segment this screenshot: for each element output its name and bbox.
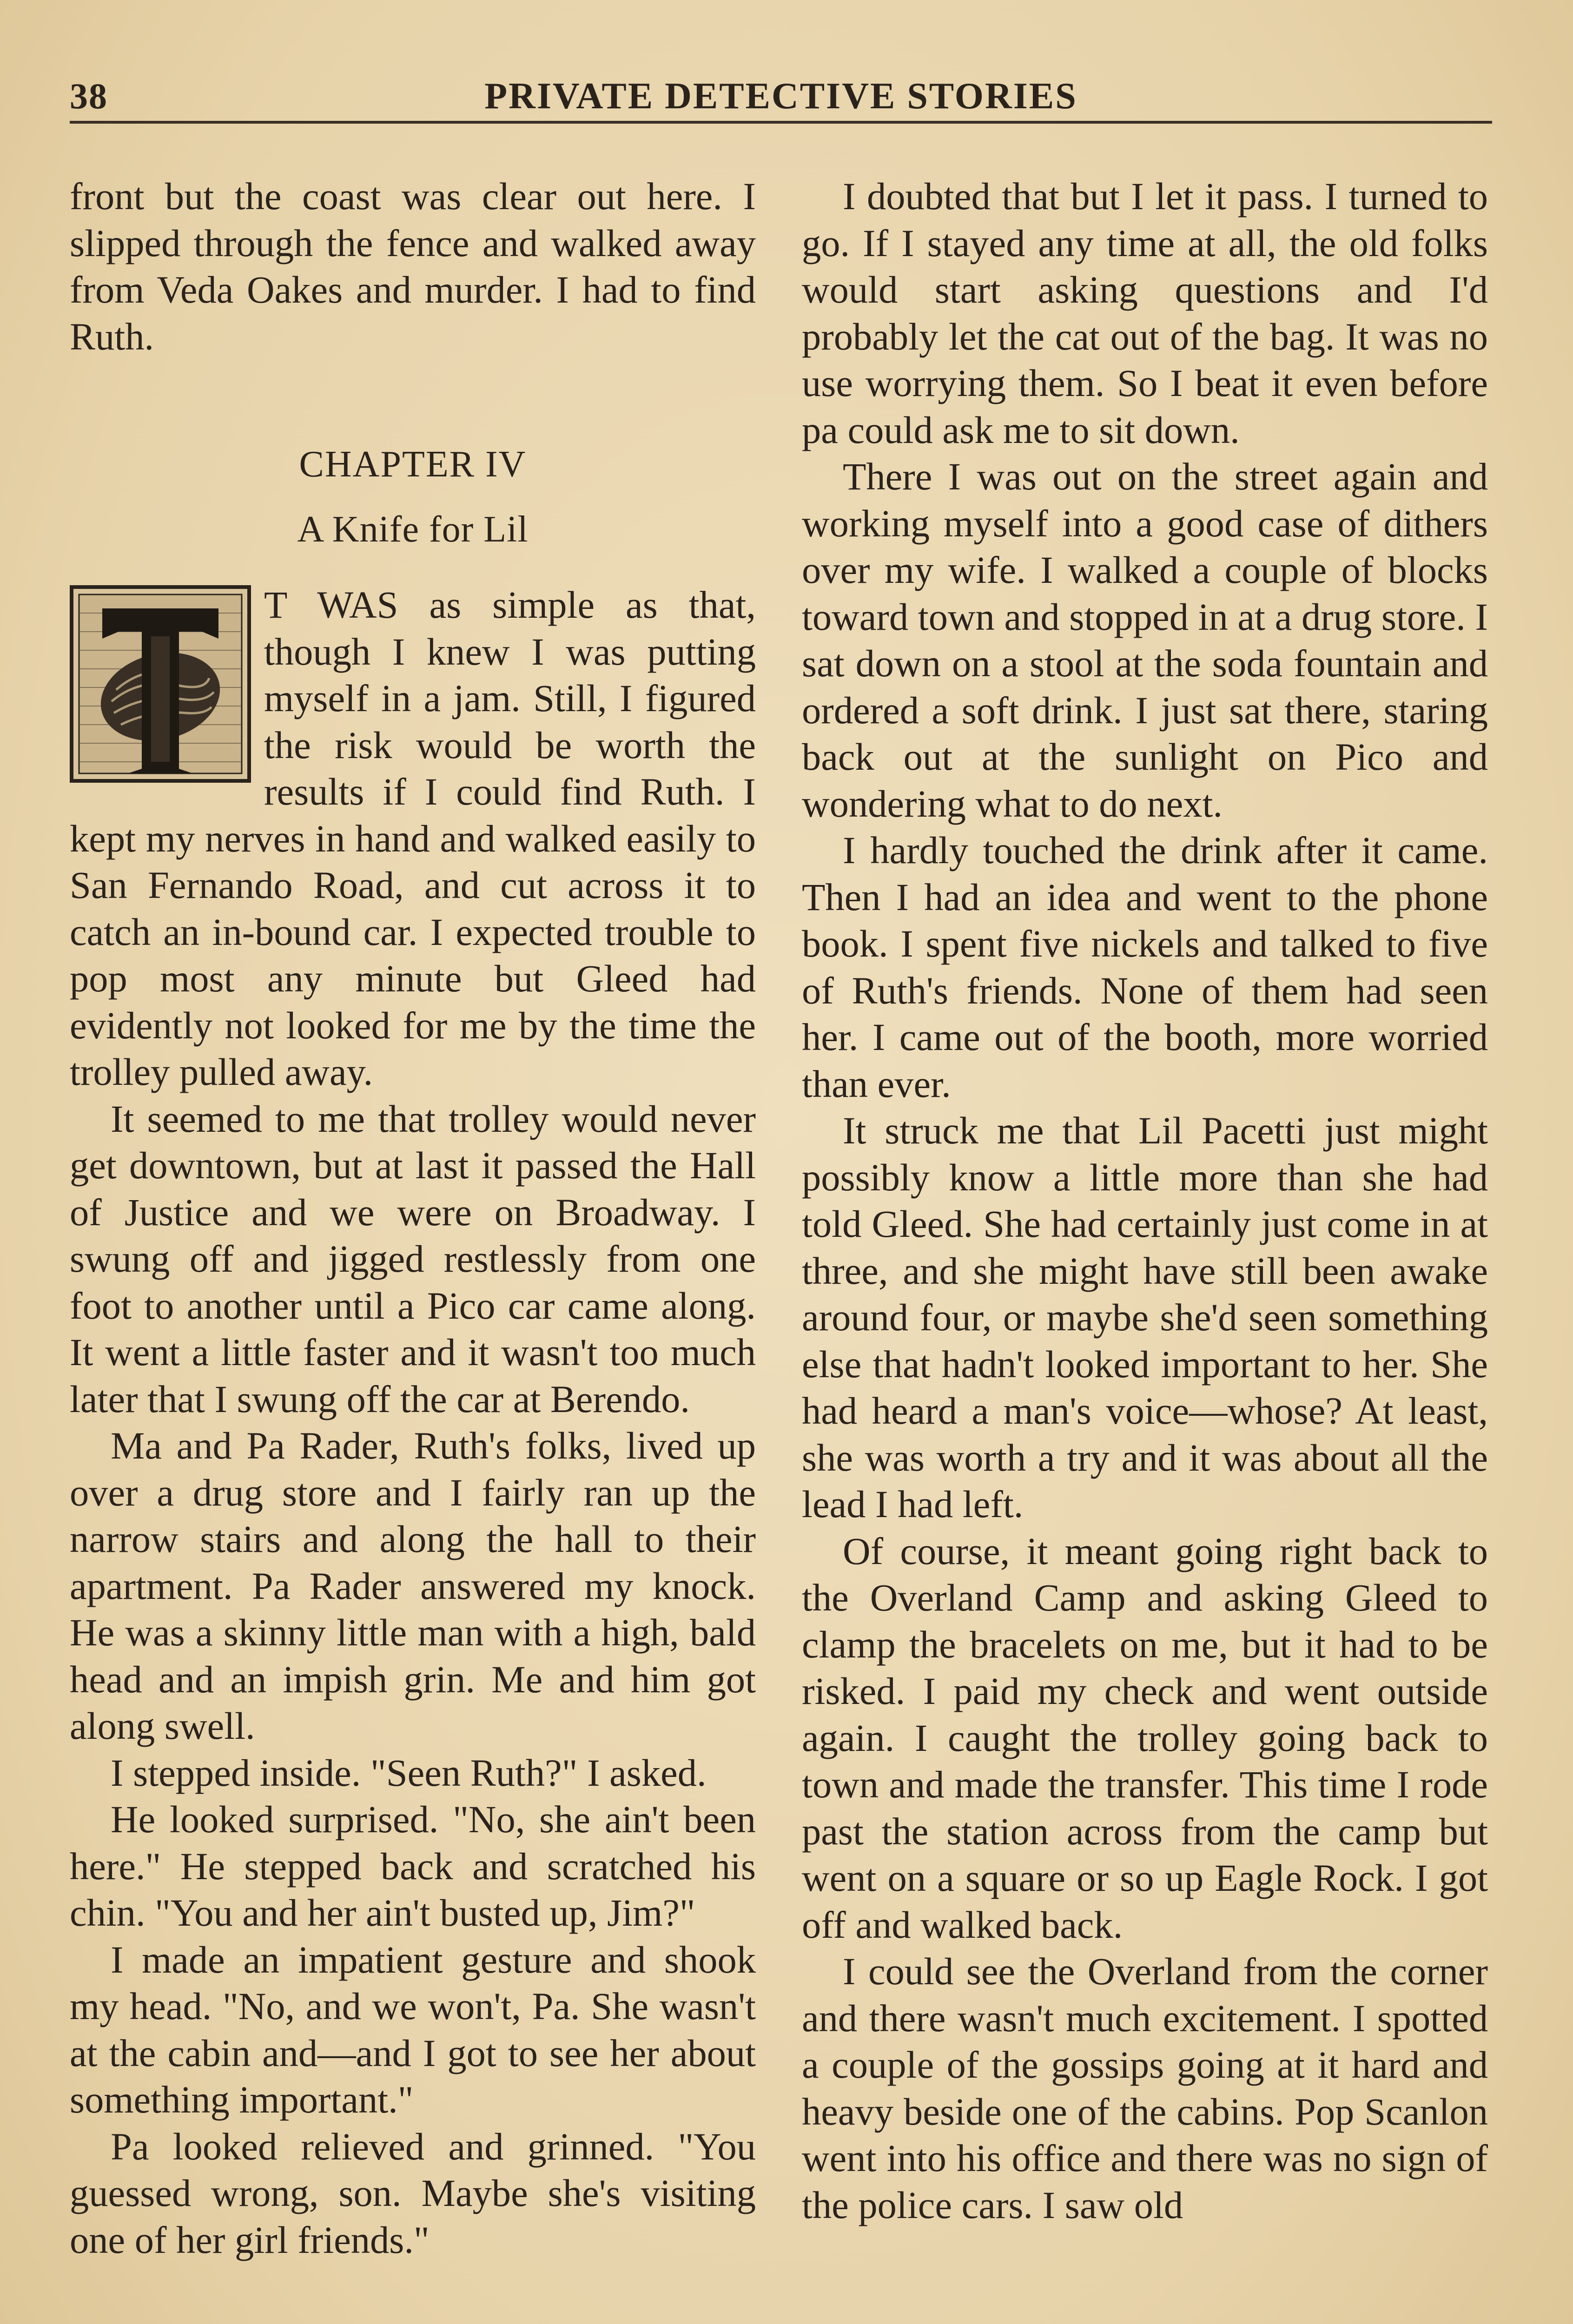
paragraph: It seemed to me that trolley would never get downtown, but at last it passed the Hall of Justice and we were on Broadway. I swung off and jigged restlessly from one foot to another until a Pico car came along. It went a little faster and it wasn't too much later that I swung off the car at Berendo. bbox=[70, 1097, 756, 1420]
page-header bbox=[70, 70, 1492, 124]
paragraph: T WAS as simple as that, though I knew I was putting myself in a jam. Still, I figured the risk would be worth the results if I could find Ruth. I kept my nerves in hand and walked easily to San Fernando Road, and cut across it to catch an in-bound car. I expected trouble to pop most any minute but Gleed had evidently not looked for me by the time the trolley pulled away. bbox=[70, 583, 756, 1093]
paragraph: front but the coast was clear out here. I slipped through the fence and walked away from Veda Oakes and murder. I had to find Ruth. bbox=[70, 175, 756, 358]
paragraph: I hardly touched the drink after it came. Then I had an idea and went to the phone book. I spent five nickels and talked to five of Ruth's friends. None of them had seen her. I came out of the booth, more worried than ever. bbox=[802, 829, 1488, 1105]
paragraph: I made an impatient gesture and shook my head. "No, and we won't, Pa. She wasn't at the cabin and—and I got to see her about something important." bbox=[70, 1938, 756, 2121]
paragraph: I doubted that but I let it pass. I turned to go. If I stayed any time at all, the old folks would start asking questions and I'd probably let the cat out of the bag. It was no use worrying them. So I beat it even before pa could ask me to sit down. bbox=[802, 175, 1488, 451]
chapter-subtitle: A Knife for Lil bbox=[297, 509, 529, 550]
paragraph: It struck me that Lil Pacetti just might possibly know a little more than she had told Gleed. She had certainly just come in at three, and she might have still been awake around four, or maybe she'd seen something else that hadn't looked important to her. She had heard a man's voice—whose? At least, she was worth a try and it was about all the lead I had left. bbox=[802, 1109, 1488, 1525]
paragraph: Of course, it meant going right back to the Overland Camp and asking Gleed to clamp the bracelets on me, but it had to be risked. I paid my check and went outside again. I caught the trolley going back to town and made the transfer. This time I rode past the station across from the camp but went on a square or so up Eagle Rock. I got off and walked back. bbox=[802, 1529, 1488, 1946]
paragraph: He looked surprised. "No, she ain't been here." He stepped back and scratched his chin. "You and her ain't busted up, Jim?" bbox=[70, 1798, 756, 1934]
paragraph: Pa looked relieved and grinned. "You guessed wrong, son. Maybe she's visiting one of her girl friends." bbox=[70, 2125, 756, 2261]
page-number: 38 bbox=[70, 76, 108, 116]
paragraph: I could see the Overland from the corner and there wasn't much excitement. I spotted a couple of the gossips going at it hard and heavy beside one of the cabins. Pop Scanlon went into his office and there was no sign of the police cars. I saw old bbox=[802, 1950, 1488, 2226]
paragraph: Ma and Pa Rader, Ruth's folks, lived up over a drug store and I fairly ran up the narrow stairs and along the hall to their apartment. Pa Rader answered my knock. He was a skinny little man with a high, bald head and an impish grin. Me and him got along swell. bbox=[70, 1424, 756, 1747]
right-column bbox=[802, 173, 1488, 2228]
paragraph: I stepped inside. "Seen Ruth?" I asked. bbox=[111, 1751, 707, 1794]
paragraph: There I was out on the street again and working myself into a good case of dithers over my wife. I walked a couple of blocks toward town and stopped in at a drug store. I sat down on a stool at the soda fountain and ordered a soft drink. I just sat there, staring back out at the sunlight on Pico and wondering what to do next. bbox=[802, 455, 1488, 825]
left-column bbox=[70, 173, 756, 2263]
running-head: PRIVATE DETECTIVE STORIES bbox=[484, 76, 1077, 117]
drop-cap-t-illustration bbox=[70, 585, 251, 783]
chapter-title: CHAPTER IV bbox=[299, 444, 527, 485]
